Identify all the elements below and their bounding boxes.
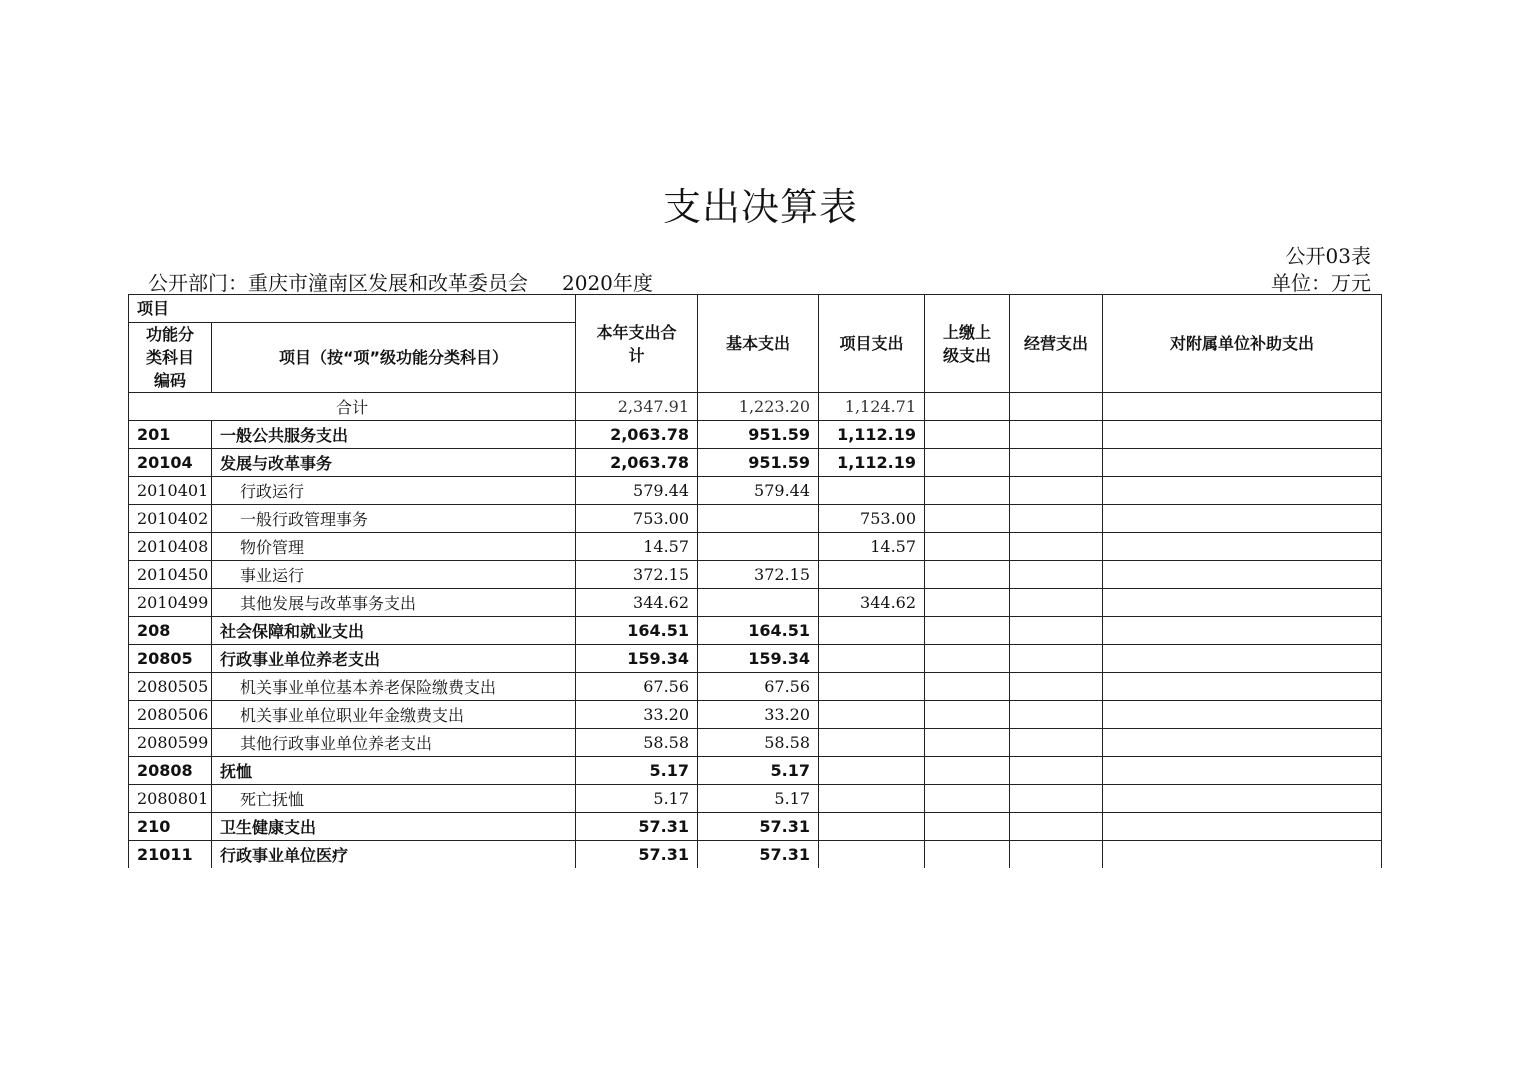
row-name: 行政事业单位养老支出: [212, 645, 576, 673]
table-row: [129, 505, 1382, 533]
row-name: 物价管理: [212, 533, 576, 561]
row-total: 14.57: [576, 533, 698, 561]
table-row: [129, 701, 1382, 729]
row-business: [1010, 477, 1103, 505]
row-code: 2010401: [129, 477, 212, 505]
row-basic: [698, 505, 819, 533]
row-code: 201: [129, 421, 212, 449]
row-subsidy: [1103, 477, 1382, 505]
row-project: [819, 729, 925, 757]
row-upper: [925, 841, 1010, 869]
row-subsidy: [1103, 561, 1382, 589]
row-total: 5.17: [576, 785, 698, 813]
row-code: 2010402: [129, 505, 212, 533]
row-code: 20808: [129, 757, 212, 785]
row-code: 2010408: [129, 533, 212, 561]
table-row: [129, 785, 1382, 813]
header-basic: 基本支出: [698, 295, 819, 393]
row-subsidy: [1103, 617, 1382, 645]
row-basic: 372.15: [698, 561, 819, 589]
row-business: [1010, 617, 1103, 645]
row-code: 20104: [129, 449, 212, 477]
row-basic: 951.59: [698, 449, 819, 477]
row-upper: [925, 561, 1010, 589]
total-amount: 2,347.91: [576, 393, 698, 421]
table-row: [129, 589, 1382, 617]
row-name: 其他行政事业单位养老支出: [212, 729, 576, 757]
row-code: 210: [129, 813, 212, 841]
row-subsidy: [1103, 841, 1382, 869]
row-name: 社会保障和就业支出: [212, 617, 576, 645]
header-name: 项目（按“项”级功能分类科目）: [212, 323, 576, 393]
department-info: [148, 267, 653, 296]
row-total: 2,063.78: [576, 421, 698, 449]
row-subsidy: [1103, 645, 1382, 673]
row-name: 机关事业单位基本养老保险缴费支出: [212, 673, 576, 701]
row-basic: 58.58: [698, 729, 819, 757]
row-subsidy: [1103, 421, 1382, 449]
row-subsidy: [1103, 701, 1382, 729]
table-row: [129, 561, 1382, 589]
row-code: 20805: [129, 645, 212, 673]
row-subsidy: [1103, 589, 1382, 617]
table-row: [129, 841, 1382, 869]
page-title: 支出决算表: [662, 185, 858, 229]
row-project: [819, 701, 925, 729]
row-name: 行政运行: [212, 477, 576, 505]
row-project: [819, 673, 925, 701]
row-name: 其他发展与改革事务支出: [212, 589, 576, 617]
row-business: [1010, 813, 1103, 841]
header-code: 功能分类科目编码: [129, 323, 212, 393]
row-project: [819, 841, 925, 869]
row-total: 58.58: [576, 729, 698, 757]
row-upper: [925, 785, 1010, 813]
header-project-group: 项目: [129, 295, 576, 323]
row-upper: [925, 729, 1010, 757]
row-business: [1010, 645, 1103, 673]
row-code: 2010499: [129, 589, 212, 617]
total-basic: 1,223.20: [698, 393, 819, 421]
row-basic: 57.31: [698, 813, 819, 841]
row-subsidy: [1103, 813, 1382, 841]
row-business: [1010, 673, 1103, 701]
row-upper: [925, 421, 1010, 449]
row-subsidy: [1103, 785, 1382, 813]
row-subsidy: [1103, 449, 1382, 477]
row-name: 发展与改革事务: [212, 449, 576, 477]
row-upper: [925, 589, 1010, 617]
expenditure-table: [128, 294, 1382, 868]
row-name: 行政事业单位医疗: [212, 841, 576, 869]
row-business: [1010, 505, 1103, 533]
row-code: 2080506: [129, 701, 212, 729]
header-business: 经营支出: [1010, 295, 1103, 393]
row-basic: 33.20: [698, 701, 819, 729]
row-code: 2080801: [129, 785, 212, 813]
table-row: [129, 477, 1382, 505]
row-name: 一般公共服务支出: [212, 421, 576, 449]
row-subsidy: [1103, 757, 1382, 785]
table-row: [129, 645, 1382, 673]
row-business: [1010, 449, 1103, 477]
row-upper: [925, 533, 1010, 561]
table-row: [129, 449, 1382, 477]
row-upper: [925, 505, 1010, 533]
row-basic: [698, 533, 819, 561]
row-business: [1010, 533, 1103, 561]
row-project: [819, 785, 925, 813]
table-row: [129, 757, 1382, 785]
row-business: [1010, 701, 1103, 729]
total-project: 1,124.71: [819, 393, 925, 421]
row-total: 57.31: [576, 813, 698, 841]
row-code: 2080599: [129, 729, 212, 757]
department-name: 公开部门：重庆市潼南区发展和改革委员会: [148, 271, 528, 295]
row-total: 344.62: [576, 589, 698, 617]
table-row: [129, 813, 1382, 841]
row-business: [1010, 729, 1103, 757]
row-business: [1010, 589, 1103, 617]
row-total: 33.20: [576, 701, 698, 729]
header-row-1: [129, 295, 1382, 323]
header-upper: 上缴上级支出: [925, 295, 1010, 393]
row-subsidy: [1103, 673, 1382, 701]
row-total: 2,063.78: [576, 449, 698, 477]
row-subsidy: [1103, 533, 1382, 561]
row-code: 2080505: [129, 673, 212, 701]
row-name: 机关事业单位职业年金缴费支出: [212, 701, 576, 729]
row-code: 21011: [129, 841, 212, 869]
unit-label: 单位：万元: [1271, 271, 1371, 295]
row-basic: 164.51: [698, 617, 819, 645]
row-project: 753.00: [819, 505, 925, 533]
row-code: 208: [129, 617, 212, 645]
row-total: 372.15: [576, 561, 698, 589]
row-project: 14.57: [819, 533, 925, 561]
row-upper: [925, 757, 1010, 785]
row-total: 164.51: [576, 617, 698, 645]
row-project: [819, 813, 925, 841]
row-basic: 951.59: [698, 421, 819, 449]
row-business: [1010, 841, 1103, 869]
row-business: [1010, 785, 1103, 813]
row-name: 一般行政管理事务: [212, 505, 576, 533]
row-upper: [925, 645, 1010, 673]
row-total: 159.34: [576, 645, 698, 673]
row-project: [819, 617, 925, 645]
row-project: [819, 561, 925, 589]
row-business: [1010, 421, 1103, 449]
header-subsidy: 对附属单位补助支出: [1103, 295, 1382, 393]
table-row: [129, 617, 1382, 645]
row-basic: 579.44: [698, 477, 819, 505]
form-number: 公开03表: [1285, 244, 1371, 268]
row-basic: 5.17: [698, 785, 819, 813]
row-upper: [925, 701, 1010, 729]
row-total: 579.44: [576, 477, 698, 505]
row-business: [1010, 561, 1103, 589]
total-row: [129, 393, 1382, 421]
row-upper: [925, 477, 1010, 505]
table-row: [129, 533, 1382, 561]
row-total: 67.56: [576, 673, 698, 701]
row-project: 1,112.19: [819, 421, 925, 449]
total-subsidy: [1103, 393, 1382, 421]
total-label: 合计: [129, 393, 576, 421]
row-name: 抚恤: [212, 757, 576, 785]
header-project: 项目支出: [819, 295, 925, 393]
row-subsidy: [1103, 505, 1382, 533]
row-upper: [925, 449, 1010, 477]
row-business: [1010, 757, 1103, 785]
row-project: 344.62: [819, 589, 925, 617]
row-total: 753.00: [576, 505, 698, 533]
row-basic: 57.31: [698, 841, 819, 869]
total-business: [1010, 393, 1103, 421]
table-row: [129, 421, 1382, 449]
row-subsidy: [1103, 729, 1382, 757]
row-upper: [925, 617, 1010, 645]
table-row: [129, 729, 1382, 757]
row-basic: 159.34: [698, 645, 819, 673]
row-total: 5.17: [576, 757, 698, 785]
header-total: 本年支出合计: [576, 295, 698, 393]
row-name: 卫生健康支出: [212, 813, 576, 841]
row-total: 57.31: [576, 841, 698, 869]
table-row: [129, 673, 1382, 701]
row-code: 2010450: [129, 561, 212, 589]
row-project: [819, 645, 925, 673]
row-upper: [925, 813, 1010, 841]
row-upper: [925, 673, 1010, 701]
total-upper: [925, 393, 1010, 421]
row-basic: [698, 589, 819, 617]
row-basic: 5.17: [698, 757, 819, 785]
row-basic: 67.56: [698, 673, 819, 701]
row-name: 死亡抚恤: [212, 785, 576, 813]
row-name: 事业运行: [212, 561, 576, 589]
row-project: [819, 757, 925, 785]
fiscal-year: 2020年度: [562, 271, 653, 295]
row-project: [819, 477, 925, 505]
row-project: 1,112.19: [819, 449, 925, 477]
